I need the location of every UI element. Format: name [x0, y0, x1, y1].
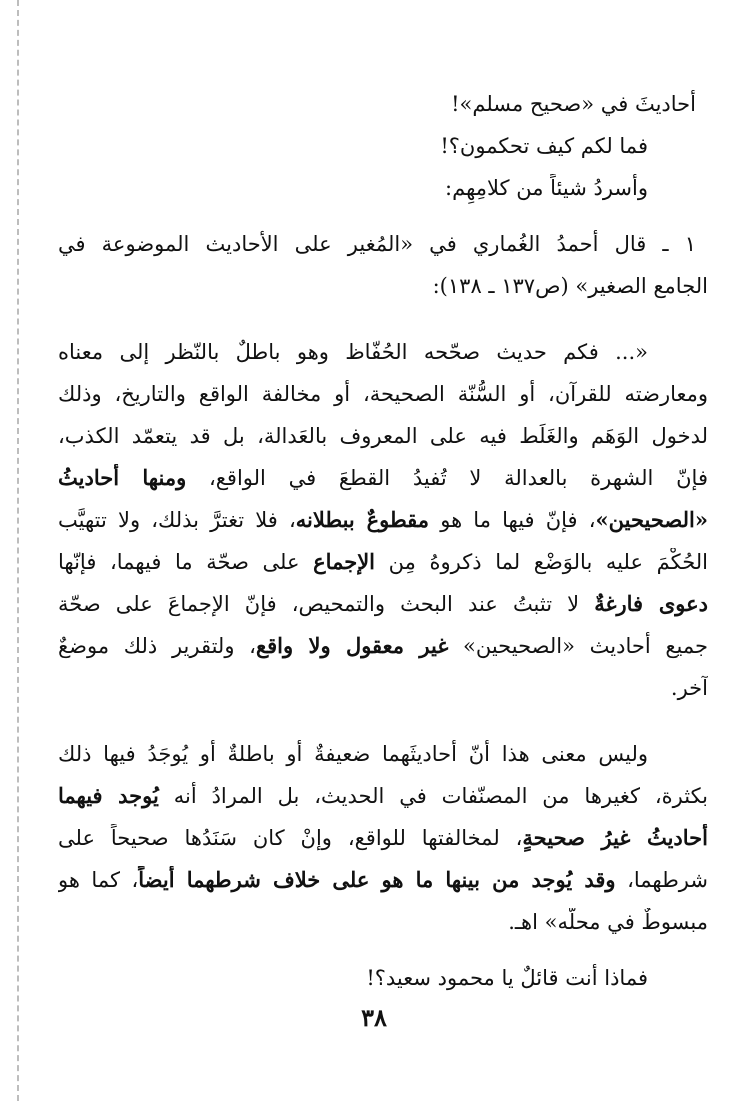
quote-line-7 [58, 590, 708, 620]
quote-line-2: ومعارضته للقرآن، أو السُّنّة الصحيحة، أو مخالفة الواقع والتاريخ، وذلك [58, 382, 708, 406]
quote-text: ، ولتقرير ذلك موضعٌ [58, 634, 256, 658]
quote-text: جميع أحاديث «الصحيحين» [448, 634, 708, 658]
quote-text: لا تثبتُ عند البحث والتمحيص، فإنّ الإجماعَ على صحّة [58, 592, 595, 616]
intro-line-3: وأسردُ شيئاً من كلامِهِم: [445, 176, 648, 200]
quote-bold-text: أحاديثُ غيرُ صحيحةٍ [522, 825, 708, 850]
quote-text: بكثرة، كغيرها من المصنّفات في الحديث، بل المرادُ أنه [158, 784, 708, 808]
quote-line-9: آخر. [670, 676, 708, 700]
quote-text: الحُكْمَ عليه بالوَضْع لما ذكروهُ مِن [375, 550, 708, 574]
quote-bold-text: غير معقول ولا واقع [255, 633, 449, 658]
quote-text: ، فإنّ فيها ما هو [429, 508, 596, 532]
intro-line-2: فما لكم كيف تحكمون؟! [440, 134, 648, 158]
page-number: ٣٨ [361, 1003, 387, 1032]
quote-text: ، فلا تغترَّ بذلك، ولا تتهيَّب [58, 508, 296, 532]
quote-text: ، كما هو [58, 868, 139, 892]
quote-text: على صحّة ما فيهما، فإنّها [58, 550, 314, 574]
quote-bold-text: «الصحيحين» [595, 507, 708, 532]
quote-bold-text: وقد يُوجد من بينها ما هو على خلاف شرطهما أيضاً [138, 867, 616, 892]
quote2-line-4 [58, 866, 708, 896]
book-page [58, 90, 708, 994]
quote-text: شرطهما، [615, 868, 708, 892]
quote-bold-text: دعوى فارغةٌ [594, 591, 708, 616]
quote-line-3: لدخول الوَهَم والغَلَط فيه على المعروف بالعَدالة، بل قد يتعمّد الكذب، [58, 424, 708, 448]
quote2-line-1: وليس معنى هذا أنّ أحاديثَهما ضعيفةٌ أو باطلةٌ أو يُوجَدُ فيها ذلك [58, 742, 648, 766]
quote-bold-text: الإجماع [313, 549, 376, 574]
quote2-line-2 [58, 782, 708, 812]
quote-text: ، لمخالفتها للواقع، وإنْ كان سَنَدُها صحيحاً على [58, 826, 523, 850]
quote-line-4 [58, 464, 708, 494]
closing-question: فماذا أنت قائلٌ يا محمود سعيد؟! [366, 966, 648, 990]
item1-line-2: الجامع الصغير» (ص١٣٧ ـ ١٣٨): [432, 274, 708, 298]
page-fold-line [17, 0, 19, 1101]
quote-line-8 [58, 632, 708, 662]
intro-line-1: أحاديثَ في «صحيح مسلم»! [451, 92, 696, 116]
item1-line-1: ١ ـ قال أحمدُ الغُماري في «المُغير على الأحاديث الموضوعة في [58, 232, 696, 256]
quote2-line-5: مبسوطٌ في محلّه» اهـ. [508, 910, 708, 934]
quote-line-6 [58, 548, 708, 578]
quote-bold-text: يُوجد فيهما [58, 783, 159, 808]
quote-bold-text: ومنها أحاديثُ [58, 465, 187, 490]
quote2-line-3 [58, 824, 708, 854]
quote-line-5 [58, 506, 708, 536]
quote-line-1: «... فكم حديث صحّحه الحُفّاظ وهو باطلٌ بالنّظر إلى معناه [58, 340, 648, 364]
quote-bold-text: مقطوعٌ ببطلانه [295, 507, 430, 532]
quote-text: فإنّ الشهرة بالعدالة لا تُفيدُ القطعَ في الواقع، [186, 466, 708, 490]
